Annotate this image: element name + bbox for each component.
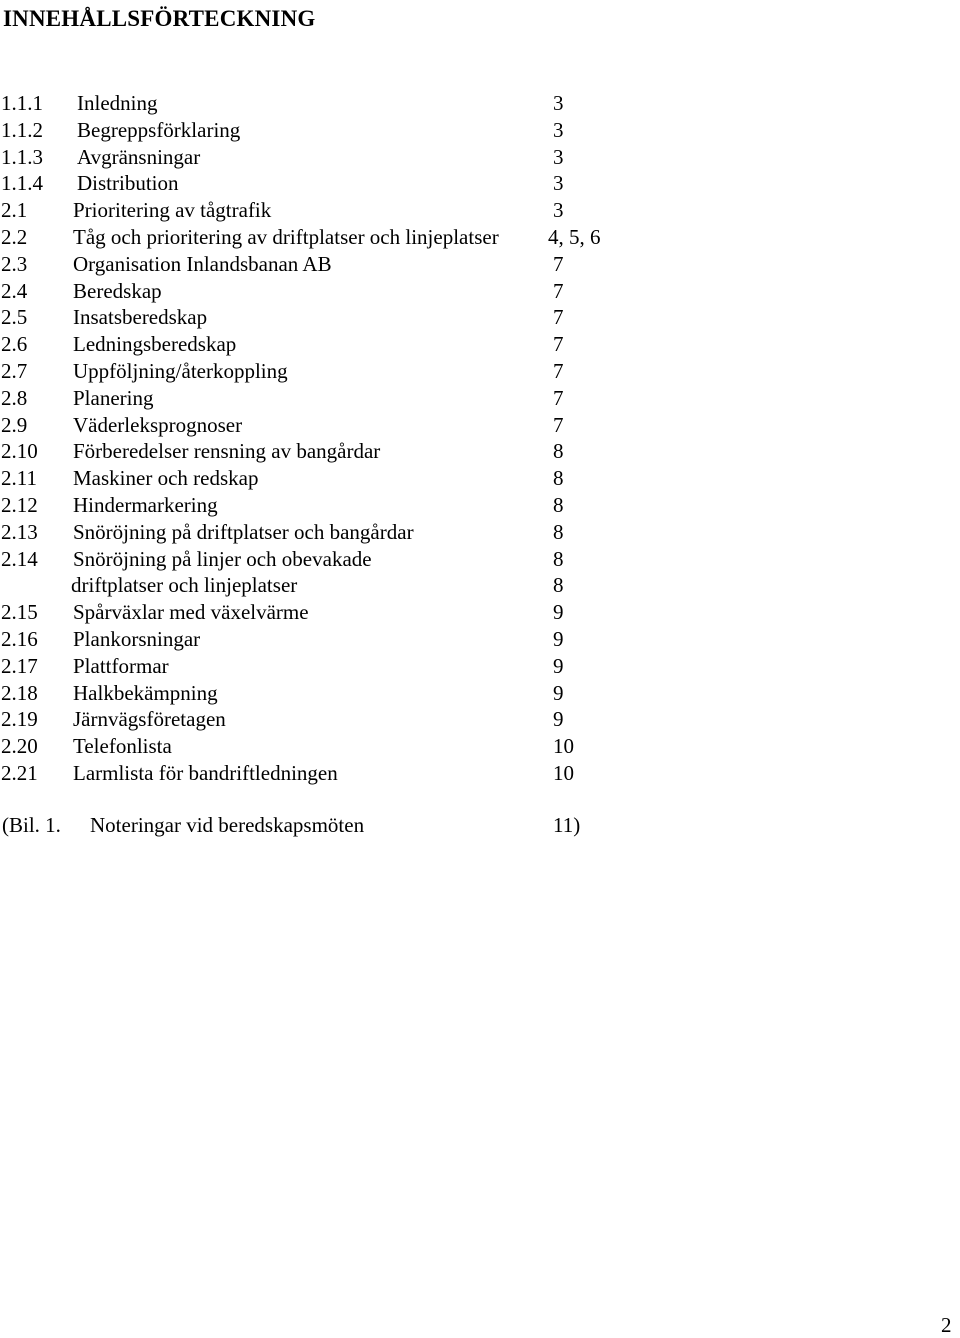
toc-entry-page: 3	[553, 144, 564, 169]
document-title: INNEHÅLLSFÖRTECKNING	[3, 6, 316, 31]
toc-entry-title: Inledning	[77, 91, 158, 115]
toc-entry-number: 2.12	[1, 492, 38, 517]
toc-entry-page: 9	[553, 600, 564, 625]
toc-entry-page: 7	[553, 332, 564, 357]
toc-entry-title: Väderleksprognoser	[73, 412, 243, 437]
toc-entry-number: 2.21	[1, 760, 38, 785]
table-of-contents	[0, 90, 960, 787]
toc-entry-page: 9	[553, 653, 564, 678]
toc-entry-number: 2.10	[1, 439, 38, 464]
toc-entry	[0, 144, 960, 171]
toc-entry-title: Begreppsförklaring	[77, 117, 241, 142]
toc-entry-title: Uppföljning/återkoppling	[73, 358, 288, 383]
toc-entry-title: Tåg och prioritering av driftplatser och linjeplatser	[73, 224, 499, 249]
toc-entry	[0, 680, 960, 707]
toc-entry-title: Planering	[73, 385, 154, 410]
toc-appendix-entry	[0, 811, 960, 839]
toc-entry	[0, 519, 960, 546]
toc-entry	[0, 90, 960, 117]
toc-entry-number: 2.7	[1, 358, 28, 383]
toc-entry	[0, 626, 960, 653]
appendix-title: Noteringar vid beredskapsmöten	[90, 813, 365, 837]
toc-entry-number: 1.1.1	[1, 91, 43, 115]
toc-entry	[0, 546, 960, 573]
toc-entry-number: 2.15	[1, 600, 38, 625]
toc-entry-title: Maskiner och redskap	[73, 466, 259, 491]
toc-entry-title: Ledningsberedskap	[73, 332, 237, 357]
page-number: 2	[941, 1313, 952, 1337]
toc-entry-title: Avgränsningar	[77, 144, 201, 169]
toc-entry-number: 2.8	[1, 385, 28, 410]
toc-entry-page: 3	[553, 171, 564, 196]
toc-entry	[0, 251, 960, 278]
toc-entry-title: Järnvägsföretagen	[73, 707, 226, 732]
toc-entry	[0, 733, 960, 760]
toc-entry	[0, 358, 960, 385]
toc-entry-title: Distribution	[77, 171, 179, 196]
toc-entry-title: Insatsberedskap	[73, 305, 208, 330]
toc-entry-title: Prioritering av tågtrafik	[73, 198, 272, 223]
toc-entry-title: Plankorsningar	[73, 626, 201, 651]
toc-entry-page: 8	[553, 546, 564, 571]
toc-entry-number: 2.16	[1, 626, 38, 651]
toc-entry-page: 8	[553, 466, 564, 491]
toc-entry-number: 2.6	[1, 332, 28, 357]
toc-entry-title: Larmlista för bandriftledningen	[73, 760, 338, 785]
toc-entry-number: 1.1.4	[1, 171, 43, 196]
toc-entry	[0, 331, 960, 358]
toc-entry-number: 2.11	[1, 466, 37, 491]
toc-entry-title: Snöröjning på linjer och obevakade	[73, 546, 372, 571]
toc-entry	[0, 465, 960, 492]
toc-entry-number: 2.14	[1, 546, 38, 571]
toc-entry	[0, 278, 960, 305]
toc-entry	[0, 412, 960, 439]
toc-entry	[0, 438, 960, 465]
toc-entry-page: 8	[553, 573, 564, 598]
toc-entry-page: 9	[553, 707, 564, 732]
toc-entry	[0, 385, 960, 412]
toc-entry-number: 2.3	[1, 251, 28, 276]
toc-entry-title: Halkbekämpning	[73, 680, 218, 705]
toc-entry	[0, 197, 960, 224]
toc-entry-page: 4, 5, 6	[548, 224, 601, 249]
toc-entry-page: 7	[553, 251, 564, 276]
toc-entry-number: 2.18	[1, 680, 38, 705]
toc-entry	[0, 224, 960, 251]
toc-entry-page: 8	[553, 519, 564, 544]
toc-entry-number: 2.19	[1, 707, 38, 732]
toc-entry-number: 2.1	[1, 198, 28, 223]
toc-entry-page: 8	[553, 492, 564, 517]
appendix-page: 11)	[553, 813, 581, 837]
toc-entry-title: Spårväxlar med växelvärme	[73, 600, 309, 625]
toc-entry-number: 2.2	[1, 224, 28, 249]
toc-entry-page: 10	[553, 760, 574, 785]
toc-entry-title: Beredskap	[73, 278, 162, 303]
toc-entry-number: 2.13	[1, 519, 38, 544]
toc-entry-page: 7	[553, 305, 564, 330]
toc-entry-continuation	[0, 572, 960, 599]
toc-entry-page: 8	[553, 439, 564, 464]
toc-entry	[0, 599, 960, 626]
toc-entry-title: Snöröjning på driftplatser och bangårdar	[73, 519, 414, 544]
toc-entry	[0, 492, 960, 519]
toc-entry-page: 3	[553, 198, 564, 223]
toc-entry-page: 9	[553, 680, 564, 705]
toc-entry-title: driftplatser och linjeplatser	[71, 573, 298, 598]
toc-entry	[0, 117, 960, 144]
toc-entry-number: 2.20	[1, 734, 38, 759]
toc-entry-page: 10	[553, 734, 574, 759]
toc-entry-title: Hindermarkering	[73, 492, 218, 517]
toc-entry-page: 7	[553, 278, 564, 303]
toc-entry-number: 2.9	[1, 412, 28, 437]
toc-entry-page: 9	[553, 626, 564, 651]
toc-entry-page: 3	[553, 117, 564, 142]
toc-entry-number: 1.1.3	[1, 144, 43, 169]
toc-entry-title: Plattformar	[73, 653, 169, 678]
toc-entry	[0, 760, 960, 787]
toc-entry-number: 1.1.2	[1, 117, 43, 142]
toc-entry-number: 2.4	[1, 278, 28, 303]
toc-entry	[0, 170, 960, 197]
toc-entry-title: Förberedelser rensning av bangårdar	[73, 439, 381, 464]
toc-entry-page: 7	[553, 385, 564, 410]
toc-entry	[0, 304, 960, 331]
toc-entry-page: 7	[553, 358, 564, 383]
toc-entry-page: 7	[553, 412, 564, 437]
toc-entry-number: 2.17	[1, 653, 38, 678]
toc-entry	[0, 706, 960, 733]
toc-entry	[0, 653, 960, 680]
toc-entry-title: Telefonlista	[73, 734, 172, 759]
toc-entry-page: 3	[553, 91, 564, 115]
toc-entry-title: Organisation Inlandsbanan AB	[73, 251, 332, 276]
toc-entry-number: 2.5	[1, 305, 28, 330]
appendix-number: (Bil. 1.	[2, 813, 61, 837]
